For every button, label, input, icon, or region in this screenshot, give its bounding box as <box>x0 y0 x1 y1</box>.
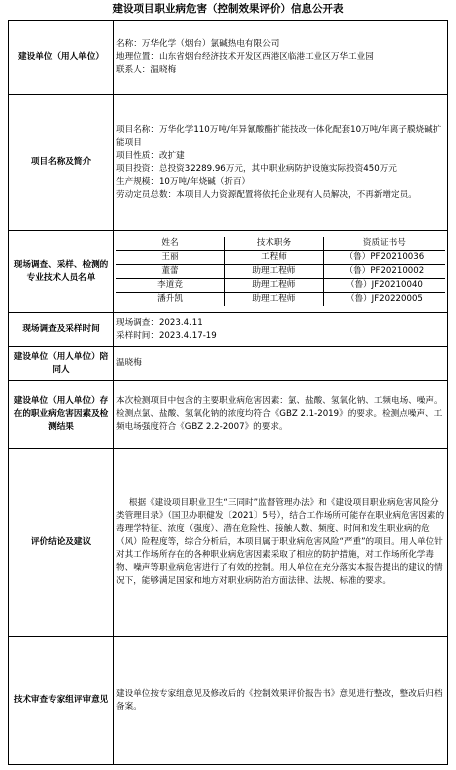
conclusion-label: 评价结论及建议 <box>9 449 114 637</box>
table-row <box>116 251 445 265</box>
escort-label: 建设单位（用人单位）陪同人 <box>9 347 114 381</box>
page-title: 建设项目职业病危害（控制效果评价）信息公开表 <box>112 3 344 15</box>
escort-name: 温晓梅 <box>114 347 448 381</box>
conclusion-text: 根据《建设项目职业卫生“三同时”监督管理办法》和《建设项目职业病危害风险分类管理目录》（国卫办职健发〔2021〕5号），结合工作场所可能存在职业病危害因素的毒理学特征、浓度（强度）、潜在危险性、接触人数、频度、时间和发生职业病的危（风）险程度等，综合分析后，本项目属于职业病危害风险“严重”的项目。用人单位针对其工作场所存在的各种职业病危害因素采取了相应的防护措施，对工作场所化学毒物、噪声等职业病危害进行了有效的控制。用人单位在充分落实本报告提出的建议的情况下，能够满足国家和地方对职业病防治方面法律、法规、标准的要求。 <box>114 449 448 637</box>
survey-staff-content <box>114 231 448 313</box>
project-nature: 项目性质：改扩建 <box>116 150 185 161</box>
project-label: 项目名称及简介 <box>9 95 114 231</box>
staff-header-name: 姓名 <box>116 237 225 251</box>
staff-name: 潘升凯 <box>116 293 225 307</box>
info-table <box>8 20 448 765</box>
table-row <box>116 293 445 307</box>
staff-header-row <box>116 237 445 251</box>
expert-text: 建设单位按专家组意见及修改后的《控制效果评价报告书》意见进行整改，整改后归档备案。 <box>114 637 448 765</box>
survey-date: 现场调查：2023.4.11 <box>116 317 203 328</box>
staff-header-cert: 资质证书号 <box>323 237 445 251</box>
staff-title: 助理工程师 <box>225 279 324 293</box>
conclusion-row <box>9 449 448 637</box>
unit-contact: 联系人：温晓梅 <box>116 65 177 75</box>
unit-name: 名称：万华化学（烟台）氯碱热电有限公司 <box>116 39 280 49</box>
expert-label: 技术审查专家组评审意见 <box>9 637 114 765</box>
staff-title: 工程师 <box>225 251 324 265</box>
staff-cert: （鲁）PF20210002 <box>323 265 445 279</box>
staff-cert: （鲁）JF20210040 <box>323 279 445 293</box>
project-content <box>114 95 448 231</box>
staff-table <box>116 237 445 306</box>
table-row <box>116 265 445 279</box>
unit-row <box>9 21 448 95</box>
unit-label: 建设单位（用人单位） <box>9 21 114 95</box>
survey-time-label: 现场调查及采样时间 <box>9 313 114 347</box>
staff-title: 助理工程师 <box>225 293 324 307</box>
staff-cert: （鲁）PF20210036 <box>323 251 445 265</box>
hazards-row <box>9 381 448 449</box>
staff-name: 李道竞 <box>116 279 225 293</box>
project-row <box>9 95 448 231</box>
unit-address: 地理位置：山东省烟台经济技术开发区西港区临港工业区万华工业园 <box>116 52 374 62</box>
project-investment: 项目投资：总投资32289.96万元，其中职业病防护设施实际投资450万元 <box>116 163 397 174</box>
hazards-label: 建设单位（用人单位）存在的职业病危害因素及检测结果 <box>9 381 114 449</box>
staff-name: 董蕾 <box>116 265 225 279</box>
survey-staff-label: 现场调查、采样、检测的专业技术人员名单 <box>9 231 114 313</box>
escort-row <box>9 347 448 381</box>
survey-staff-row <box>9 231 448 313</box>
table-row <box>116 279 445 293</box>
survey-time-row <box>9 313 448 347</box>
staff-title: 助理工程师 <box>225 265 324 279</box>
hazards-text: 本次检测项目中包含的主要职业病危害因素：氯、盐酸、氢氧化钠、工频电场、噪声。检测点氯、盐酸、氢氧化钠的浓度均符合《GBZ 2.1-2019》的要求。检测点噪声、工频电场强度符合《GBZ 2.2-2007》的要求。 <box>114 381 448 449</box>
survey-time-content <box>114 313 448 347</box>
staff-name: 王丽 <box>116 251 225 265</box>
staff-header-title: 技术职务 <box>225 237 324 251</box>
sampling-date: 采样时间：2023.4.17-19 <box>116 330 217 341</box>
expert-row <box>9 637 448 765</box>
staff-cert: （鲁）JF20220005 <box>345 294 423 304</box>
unit-content <box>114 21 448 95</box>
project-staff: 劳动定员总数：本项目人力资源配置将依托企业现有人员解决，不再新增定员。 <box>116 189 417 200</box>
project-name: 项目名称：万华化学110万吨/年异氰酸酯扩能技改一体化配套10万吨/年离子膜烧碱扩能项目 <box>116 124 442 148</box>
project-scale: 生产规模：10万吨/年烧碱（折百） <box>116 176 251 187</box>
